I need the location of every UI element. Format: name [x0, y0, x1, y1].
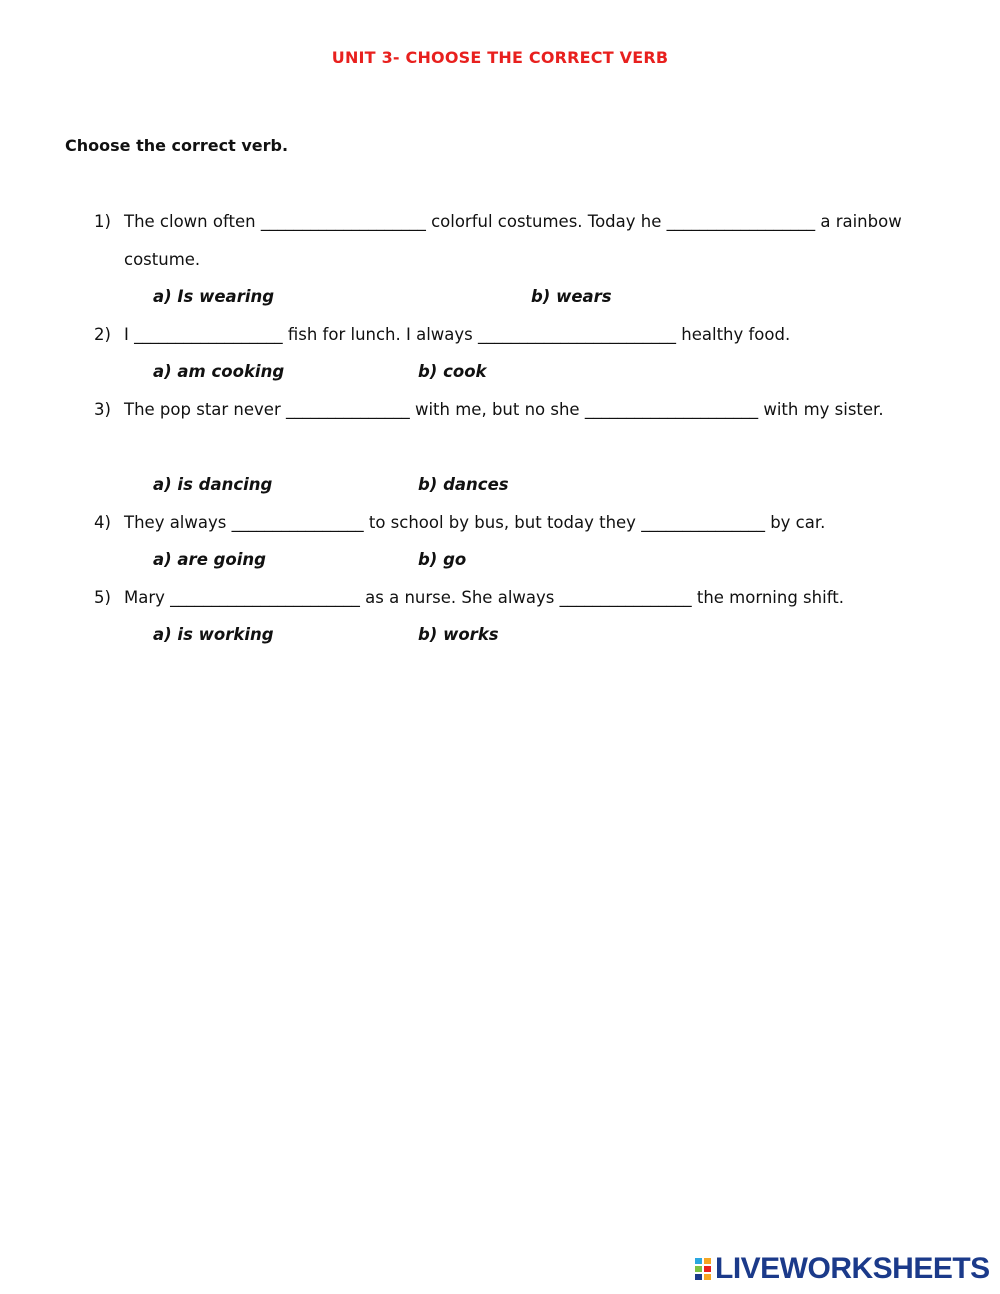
option-b[interactable]: b) works — [418, 625, 499, 644]
logo-text: LIVEWORKSHEETS — [715, 1252, 990, 1285]
logo-tile — [694, 1257, 703, 1265]
option-b[interactable]: b) dances — [418, 475, 509, 494]
question-number: 2) — [94, 325, 111, 344]
option-a[interactable]: a) is working — [153, 625, 274, 644]
option-a[interactable]: a) Is wearing — [153, 287, 275, 306]
question-number: 4) — [94, 513, 111, 532]
question-text: The pop star never _______________ with me, but no she _____________________ with my sister. — [124, 400, 884, 419]
question-1 — [94, 203, 954, 278]
option-b[interactable]: b) wears — [531, 287, 612, 306]
logo-tile — [703, 1265, 712, 1273]
question-2 — [94, 316, 954, 354]
question-text: I __________________ fish for lunch. I always ________________________ healthy food. — [124, 325, 791, 344]
question-5 — [94, 579, 954, 617]
question-text: Mary _______________________ as a nurse. She always ________________ the morning shift. — [124, 588, 844, 607]
worksheet-title: UNIT 3- CHOOSE THE CORRECT VERB — [331, 48, 669, 67]
question-number: 3) — [94, 400, 111, 419]
option-a[interactable]: a) is dancing — [153, 475, 273, 494]
option-b[interactable]: b) go — [418, 550, 467, 569]
question-number: 1) — [94, 212, 111, 231]
question-4 — [94, 504, 954, 542]
logo-tile — [694, 1265, 703, 1273]
liveworksheets-logo — [694, 1253, 990, 1285]
question-text: They always ________________ to school by bus, but today they _______________ by car. — [124, 513, 826, 532]
option-b[interactable]: b) cook — [418, 362, 487, 381]
liveworksheets-logo-icon — [694, 1257, 712, 1281]
option-a[interactable]: a) am cooking — [153, 362, 285, 381]
question-number: 5) — [94, 588, 111, 607]
logo-tile — [703, 1257, 712, 1265]
logo-tile — [703, 1273, 712, 1281]
option-a[interactable]: a) are going — [153, 550, 266, 569]
question-text: The clown often ____________________ colorful costumes. Today he __________________ a rainbow costume. — [124, 212, 902, 269]
logo-tile — [694, 1273, 703, 1281]
instruction-heading: Choose the correct verb. — [65, 136, 289, 155]
question-3 — [94, 391, 954, 429]
